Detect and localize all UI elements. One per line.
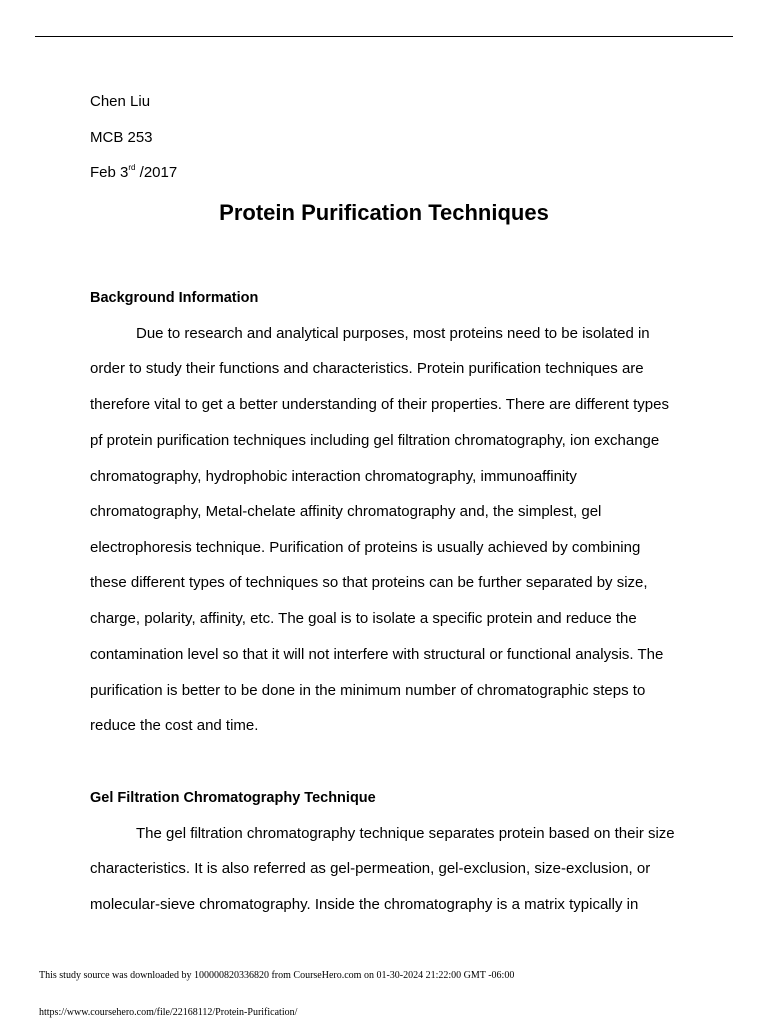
paragraph-line: molecular-sieve chromatography. Inside the chromatography is a matrix typically in xyxy=(90,896,639,913)
paragraph-line: charge, polarity, affinity, etc. The goal is to isolate a specific protein and reduce the xyxy=(90,610,637,627)
section-heading-gel-filtration: Gel Filtration Chromatography Technique xyxy=(90,790,376,806)
author-name: Chen Liu xyxy=(90,93,151,110)
document-date xyxy=(90,164,177,182)
paragraph-line: chromatography, Metal-chelate affinity chromatography and, the simplest, gel xyxy=(90,503,602,520)
paragraph-line: Due to research and analytical purposes, most proteins need to be isolated in xyxy=(136,325,650,342)
date-suffix: /2017 xyxy=(135,164,178,181)
paragraph-line: characteristics. It is also referred as gel-permeation, gel-exclusion, size-exclusion, or xyxy=(90,860,651,877)
paragraph-line: these different types of techniques so that proteins can be further separated by size, xyxy=(90,574,648,591)
date-prefix: Feb 3 xyxy=(90,164,129,181)
top-rule xyxy=(35,36,733,37)
section-heading-background: Background Information xyxy=(90,290,259,306)
paragraph-line: The gel filtration chromatography technique separates protein based on their size xyxy=(136,825,675,842)
paragraph-line: therefore vital to get a better understanding of their properties. There are different types xyxy=(90,396,669,413)
paragraph-line: pf protein purification techniques including gel filtration chromatography, ion exchange xyxy=(90,432,660,449)
paragraph-line: reduce the cost and time. xyxy=(90,717,259,734)
paragraph-line: contamination level so that it will not interfere with structural or functional analysis. The xyxy=(90,646,664,663)
source-url[interactable]: https://www.coursehero.com/file/22168112/Protein-Purification/ xyxy=(39,1007,298,1018)
paragraph-line: purification is better to be done in the minimum number of chromatographic steps to xyxy=(90,682,646,699)
paragraph-line: electrophoresis technique. Purification of proteins is usually achieved by combining xyxy=(90,539,641,556)
course-code: MCB 253 xyxy=(90,129,153,146)
download-source-note: This study source was downloaded by 100000820336820 from CourseHero.com on 01-30-2024 21:22:00 GMT -06:00 xyxy=(39,970,515,981)
paragraph-line: chromatography, hydrophobic interaction chromatography, immunoaffinity xyxy=(90,468,577,485)
document-title: Protein Purification Techniques xyxy=(219,200,549,225)
date-superscript: rd xyxy=(128,163,136,172)
paragraph-line: order to study their functions and characteristics. Protein purification techniques are xyxy=(90,360,644,377)
